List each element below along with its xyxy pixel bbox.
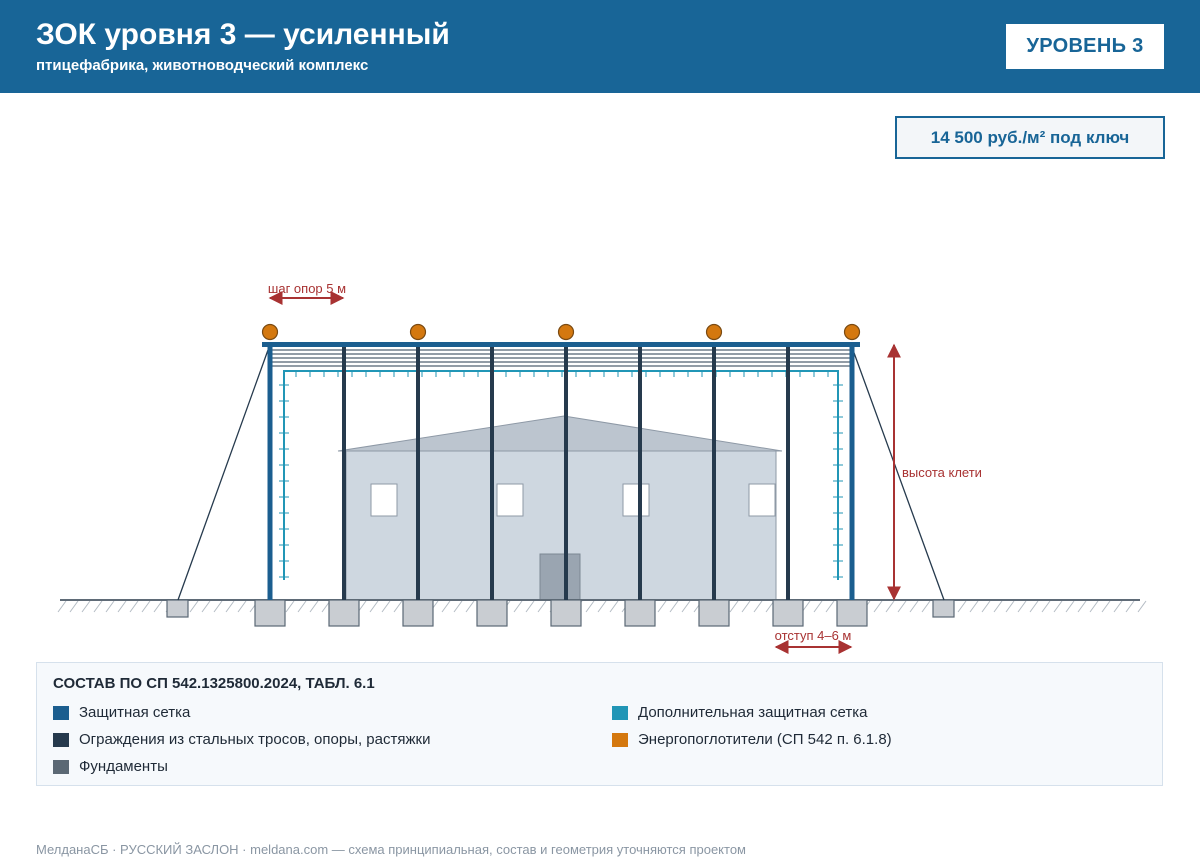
ground-hatch [1114, 601, 1122, 612]
ground-hatch [958, 601, 966, 612]
energy-absorbers [263, 325, 860, 340]
ground-hatch [142, 601, 150, 612]
energy-absorber [263, 325, 278, 340]
ground-hatch [1018, 601, 1026, 612]
post-foundation [699, 600, 729, 626]
ground-hatch [1030, 601, 1038, 612]
legend-swatch [53, 706, 69, 720]
ground-hatch [1006, 601, 1014, 612]
ground-hatch [310, 601, 318, 612]
legend-label: Дополнительная защитная сетка [638, 704, 868, 721]
ground-hatch [394, 601, 402, 612]
energy-absorber [411, 325, 426, 340]
ground-hatch [454, 601, 462, 612]
ground-hatch [538, 601, 546, 612]
post-foundation [403, 600, 433, 626]
steel-cables [270, 350, 852, 366]
legend-item-protective-net [53, 704, 190, 721]
cage-height-label: высота клети [902, 465, 982, 480]
ground-hatch [1066, 601, 1074, 612]
ground-hatch [598, 601, 606, 612]
ground-hatch [106, 601, 114, 612]
legend-panel [36, 662, 1163, 786]
footer-note: МелданаСБ · РУССКИЙ ЗАСЛОН · meldana.com — схема принципиальная, состав и геометрия уточняются проектом [36, 842, 746, 857]
legend-label: Фундаменты [79, 758, 168, 775]
legend-swatch [612, 706, 628, 720]
post-foundation [477, 600, 507, 626]
price-box: 14 500 руб./м² под ключ [895, 116, 1165, 159]
ground-hatch [154, 601, 162, 612]
ground-hatch [1042, 601, 1050, 612]
post-foundation [255, 600, 285, 626]
ground-hatch [526, 601, 534, 612]
ground-hatch [754, 601, 762, 612]
ground-hatch [658, 601, 666, 612]
dim-offset [775, 628, 852, 647]
anchor-foundation [167, 600, 188, 617]
ground-hatch [1054, 601, 1062, 612]
legend-item-additional-net [612, 704, 867, 721]
building-window [749, 484, 775, 516]
ground-hatch [670, 601, 678, 612]
building-door [540, 554, 580, 600]
building-window [623, 484, 649, 516]
level-badge: УРОВЕНЬ 3 [1006, 24, 1164, 69]
post-foundation [773, 600, 803, 626]
ground-hatch [874, 601, 882, 612]
ground-hatch [814, 601, 822, 612]
ground-hatch [226, 601, 234, 612]
ground-hatch [910, 601, 918, 612]
ground-hatch [70, 601, 78, 612]
ground-hatch [94, 601, 102, 612]
ground-hatch [922, 601, 930, 612]
ground-hatch [1078, 601, 1086, 612]
dim-post-spacing [268, 281, 346, 298]
post-foundation [625, 600, 655, 626]
legend-label: Энергопоглотители (СП 542 п. 6.1.8) [638, 731, 892, 748]
ground-hatch [190, 601, 198, 612]
page-subtitle: птицефабрика, животноводческий комплекс [36, 57, 369, 74]
legend-swatch [612, 733, 628, 747]
dim-cage-height [894, 345, 982, 599]
ground-hatch [1126, 601, 1134, 612]
ground-hatch [1138, 601, 1146, 612]
ground-hatch [1090, 601, 1098, 612]
ground-hatch [826, 601, 834, 612]
ground-hatch [130, 601, 138, 612]
ground-hatch [1102, 601, 1110, 612]
ground-hatch [118, 601, 126, 612]
ground-hatch [898, 601, 906, 612]
ground-hatch [886, 601, 894, 612]
ground-hatch [970, 601, 978, 612]
ground-hatch [202, 601, 210, 612]
ground-hatch [238, 601, 246, 612]
ground-hatch [682, 601, 690, 612]
ground-hatch [214, 601, 222, 612]
ground-hatch [382, 601, 390, 612]
ground-hatch [298, 601, 306, 612]
legend-item-steel-cables [53, 731, 430, 748]
energy-absorber [845, 325, 860, 340]
foundations [167, 600, 954, 626]
ground-hatch [586, 601, 594, 612]
ground-hatch [466, 601, 474, 612]
legend-title: СОСТАВ ПО СП 542.1325800.2024, ТАБЛ. 6.1 [53, 675, 375, 692]
ground-hatch [514, 601, 522, 612]
page-title: ЗОК уровня 3 — усиленный [36, 18, 450, 51]
legend-swatch [53, 733, 69, 747]
post-foundation [837, 600, 867, 626]
post-foundation [329, 600, 359, 626]
energy-absorber [707, 325, 722, 340]
post-foundation [551, 600, 581, 626]
building-window [497, 484, 523, 516]
ground-hatch [82, 601, 90, 612]
building-window [371, 484, 397, 516]
ground-hatch [610, 601, 618, 612]
anchor-foundation [933, 600, 954, 617]
ground-hatch [742, 601, 750, 612]
ground-hatch [58, 601, 66, 612]
offset-label: отступ 4–6 м [774, 628, 852, 643]
energy-absorber [559, 325, 574, 340]
legend-swatch [53, 760, 69, 774]
ground-hatch [994, 601, 1002, 612]
legend-label: Защитная сетка [79, 704, 191, 721]
ground [58, 600, 1146, 612]
ground-hatch [982, 601, 990, 612]
legend-item-energy-absorbers [612, 731, 892, 748]
post-spacing-label: шаг опор 5 м [267, 281, 347, 296]
ground-hatch [370, 601, 378, 612]
legend-item-foundations [53, 758, 168, 775]
ground-hatch [442, 601, 450, 612]
legend-label: Ограждения из стальных тросов, опоры, растяжки [79, 731, 431, 748]
guy-wire-left [178, 350, 268, 600]
ground-hatch [730, 601, 738, 612]
ground-hatch [286, 601, 294, 612]
